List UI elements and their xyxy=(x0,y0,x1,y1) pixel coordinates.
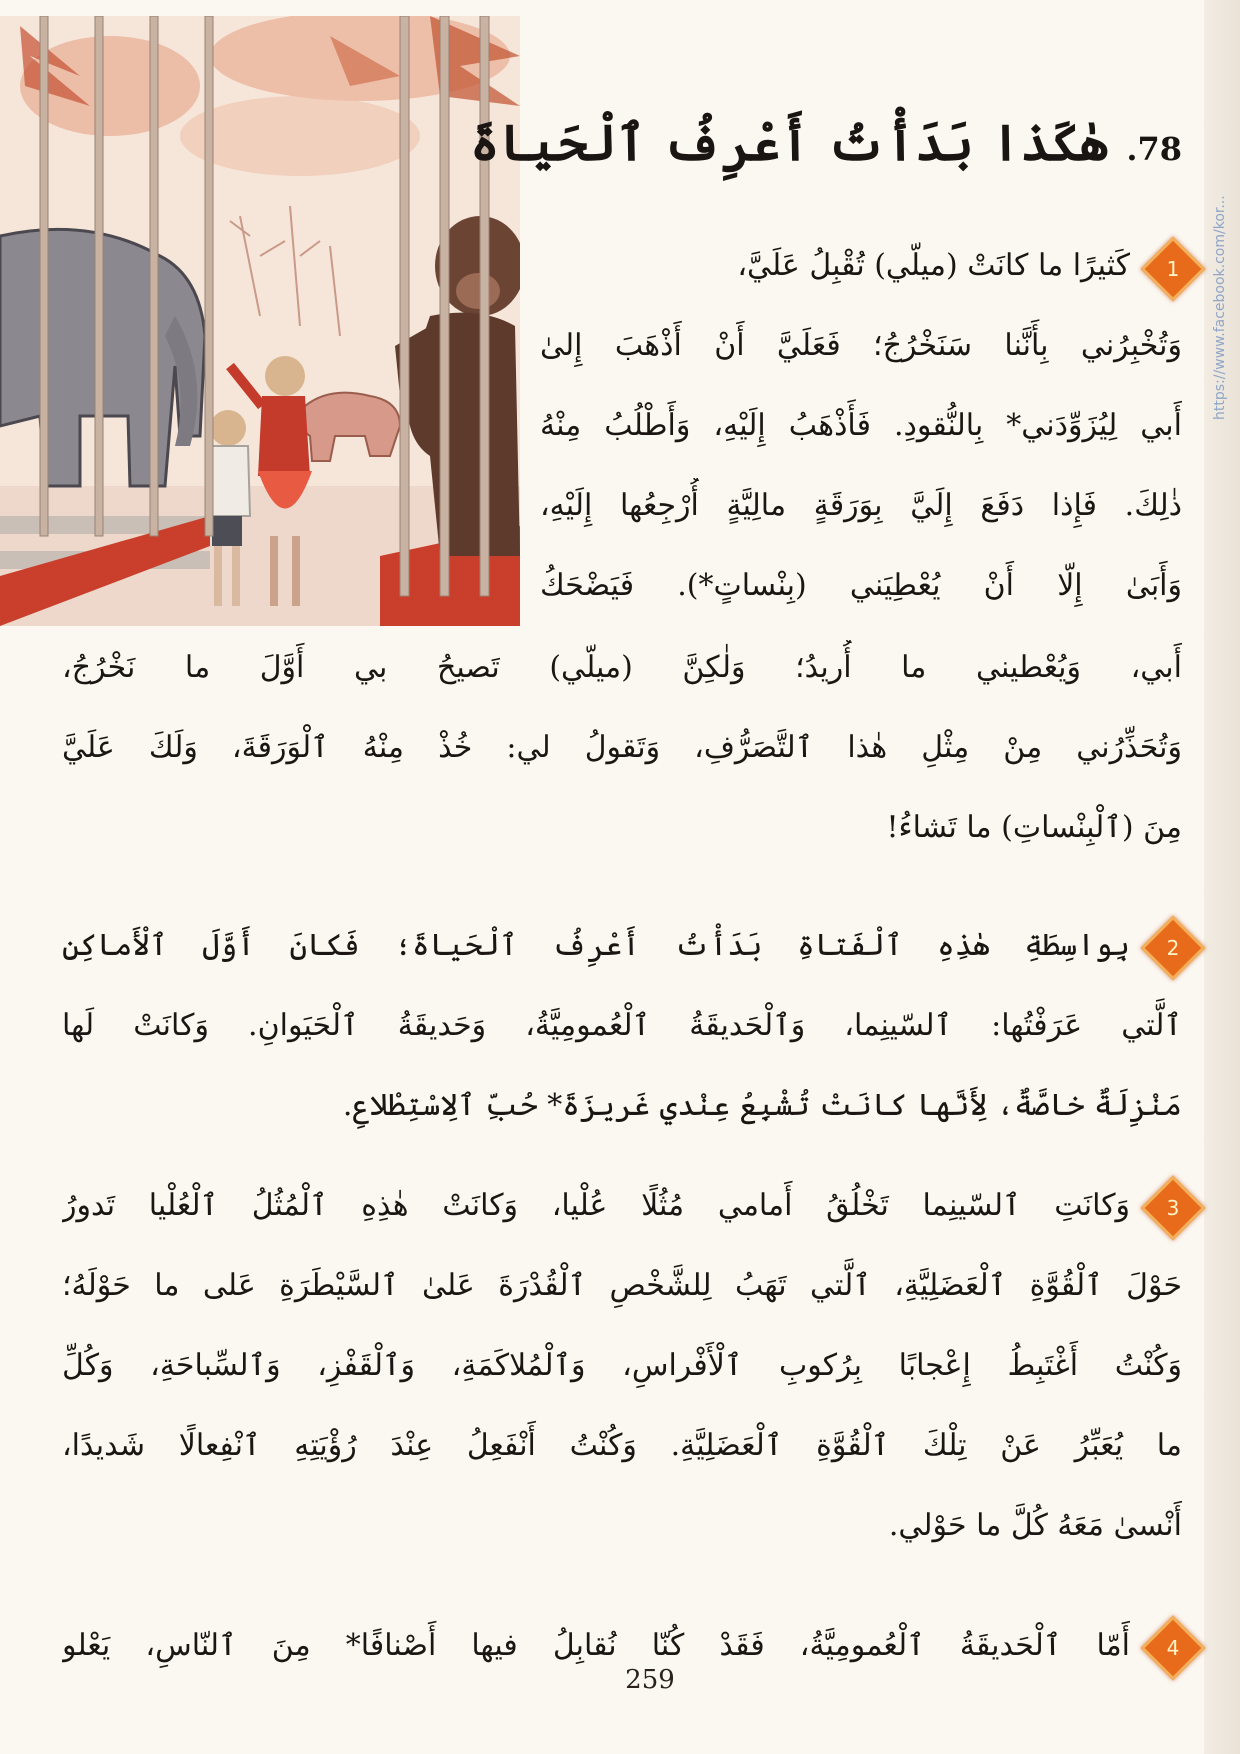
zoo-illustration xyxy=(0,16,520,626)
text-line: حَوْلَ ٱلْقُوَّةِ ٱلْعَضَلِيَّةِ، ٱلَّتي تَهَبُ لِلشَّخْصِ ٱلْقُدْرَةَ عَلىٰ ٱلسَّيْطَرَةِ عَلى ما حَوْلَهُ؛ xyxy=(62,1268,1182,1303)
text-line: مَنْزِلَةٌ خاصَّةٌ، لِأَنَّها كانَتْ تُشْبِعُ عِنْدي غَريزَةَ* حُبِّ ٱلِاسْتِطْلاعِ. xyxy=(342,1088,1182,1123)
lesson-title-text: هٰكَذا بَدَأْتُ أَعْرِفُ ٱلْحَياةَ xyxy=(470,113,1109,172)
paragraph-marker-2: 2 xyxy=(1140,915,1205,980)
paragraph-marker-3: 3 xyxy=(1140,1175,1205,1240)
zoo-scene-drawing xyxy=(0,16,520,626)
text-line: وَتُحَذِّرُني مِنْ مِثْلِ هٰذا ٱلتَّصَرُّفِ، وَتَقولُ لي: خُذْ مِنْهُ ٱلْوَرَقَةَ، وَلَكَ عَلَيَّ xyxy=(62,730,1182,765)
text-line: وَأَبَىٰ إِلّا أَنْ يُعْطِيَني (بِنْساتٍ*). فَيَضْحَكُ xyxy=(540,568,1182,603)
paragraph-marker-1: 1 xyxy=(1140,236,1205,301)
text-line: وَكُنْتُ أَغْتَبِطُ إِعْجابًا بِرُكوبِ ٱلْأَفْراسِ، وَٱلْمُلاكَمَةِ، وَٱلْقَفْزِ، وَٱلسِّباحَةِ، وَكُلِّ xyxy=(62,1348,1182,1383)
text-line: ذٰلِكَ. فَإِذا دَفَعَ إِلَيَّ بِوَرَقَةٍ مالِيَّةٍ أُرْجِعُها إِلَيْهِ، xyxy=(540,488,1182,523)
text-line: أَمّا ٱلْحَديقَةُ ٱلْعُمومِيَّةُ، فَقَدْ كُنّا نُقابِلُ فيها أَصْنافًا* مِنَ ٱلنّاسِ، يَعْلو xyxy=(62,1628,1130,1663)
text-line: مِنَ (ٱلْبِنْساتِ) ما تَشاءُ! xyxy=(886,810,1182,845)
text-line: ٱلَّتي عَرَفْتُها: ٱلسّينِما، وَٱلْحَديقَةُ ٱلْعُمومِيَّةُ، وَحَديقَةُ ٱلْحَيَوانِ. وَكانَتْ لَها xyxy=(62,1008,1182,1043)
text-line: وَكانَتِ ٱلسّينِما تَخْلُقُ أَمامي مُثُلًا عُلْيا، وَكانَتْ هٰذِهِ ٱلْمُثُلُ ٱلْعُلْيا تَدورُ xyxy=(62,1188,1130,1223)
text-line: كَثيرًا ما كانَتْ (ميلّي) تُقْبِلُ عَلَيَّ، xyxy=(737,248,1130,283)
text-line: أَبي، وَيُعْطيني ما أُريدُ؛ وَلٰكِنَّ (ميلّي) تَصيحُ بي أَوَّلَ ما نَخْرُجُ، xyxy=(62,650,1182,685)
watermark-url: https://www.facebook.com/kor... xyxy=(1212,195,1228,420)
text-line: أَبي لِيُزَوِّدَني* بِالنُّقودِ. فَأَذْهَبُ إِلَيْهِ، وَأَطْلُبُ مِنْهُ xyxy=(540,408,1182,443)
text-line: ما يُعَبِّرُ عَنْ تِلْكَ ٱلْقُوَّةِ ٱلْعَضَلِيَّةِ. وَكُنْتُ أَنْفَعِلُ عِنْدَ رُؤْيَتِهِ ٱنْفِعالًا شَديدًا، xyxy=(62,1428,1182,1463)
lesson-number: 78. xyxy=(1126,130,1182,168)
page-number: 259 xyxy=(625,1665,675,1695)
lesson-title xyxy=(470,108,1182,184)
text-line: وَتُخْبِرُني بِأَنَّنا سَنَخْرُجُ؛ فَعَلَيَّ أَنْ أَذْهَبَ إِلىٰ xyxy=(540,328,1182,363)
text-line: بِواسِطَةِ هٰذِهِ ٱلْفَتاةِ بَدَأْتُ أَعْرِفُ ٱلْحَياةَ؛ فَكانَ أَوَّلَ ٱلْأَماكِنِ xyxy=(62,928,1130,963)
paragraph-marker-4: 4 xyxy=(1140,1615,1205,1680)
text-line: أَنْسىٰ مَعَهُ كُلَّ ما حَوْلي. xyxy=(888,1508,1182,1543)
